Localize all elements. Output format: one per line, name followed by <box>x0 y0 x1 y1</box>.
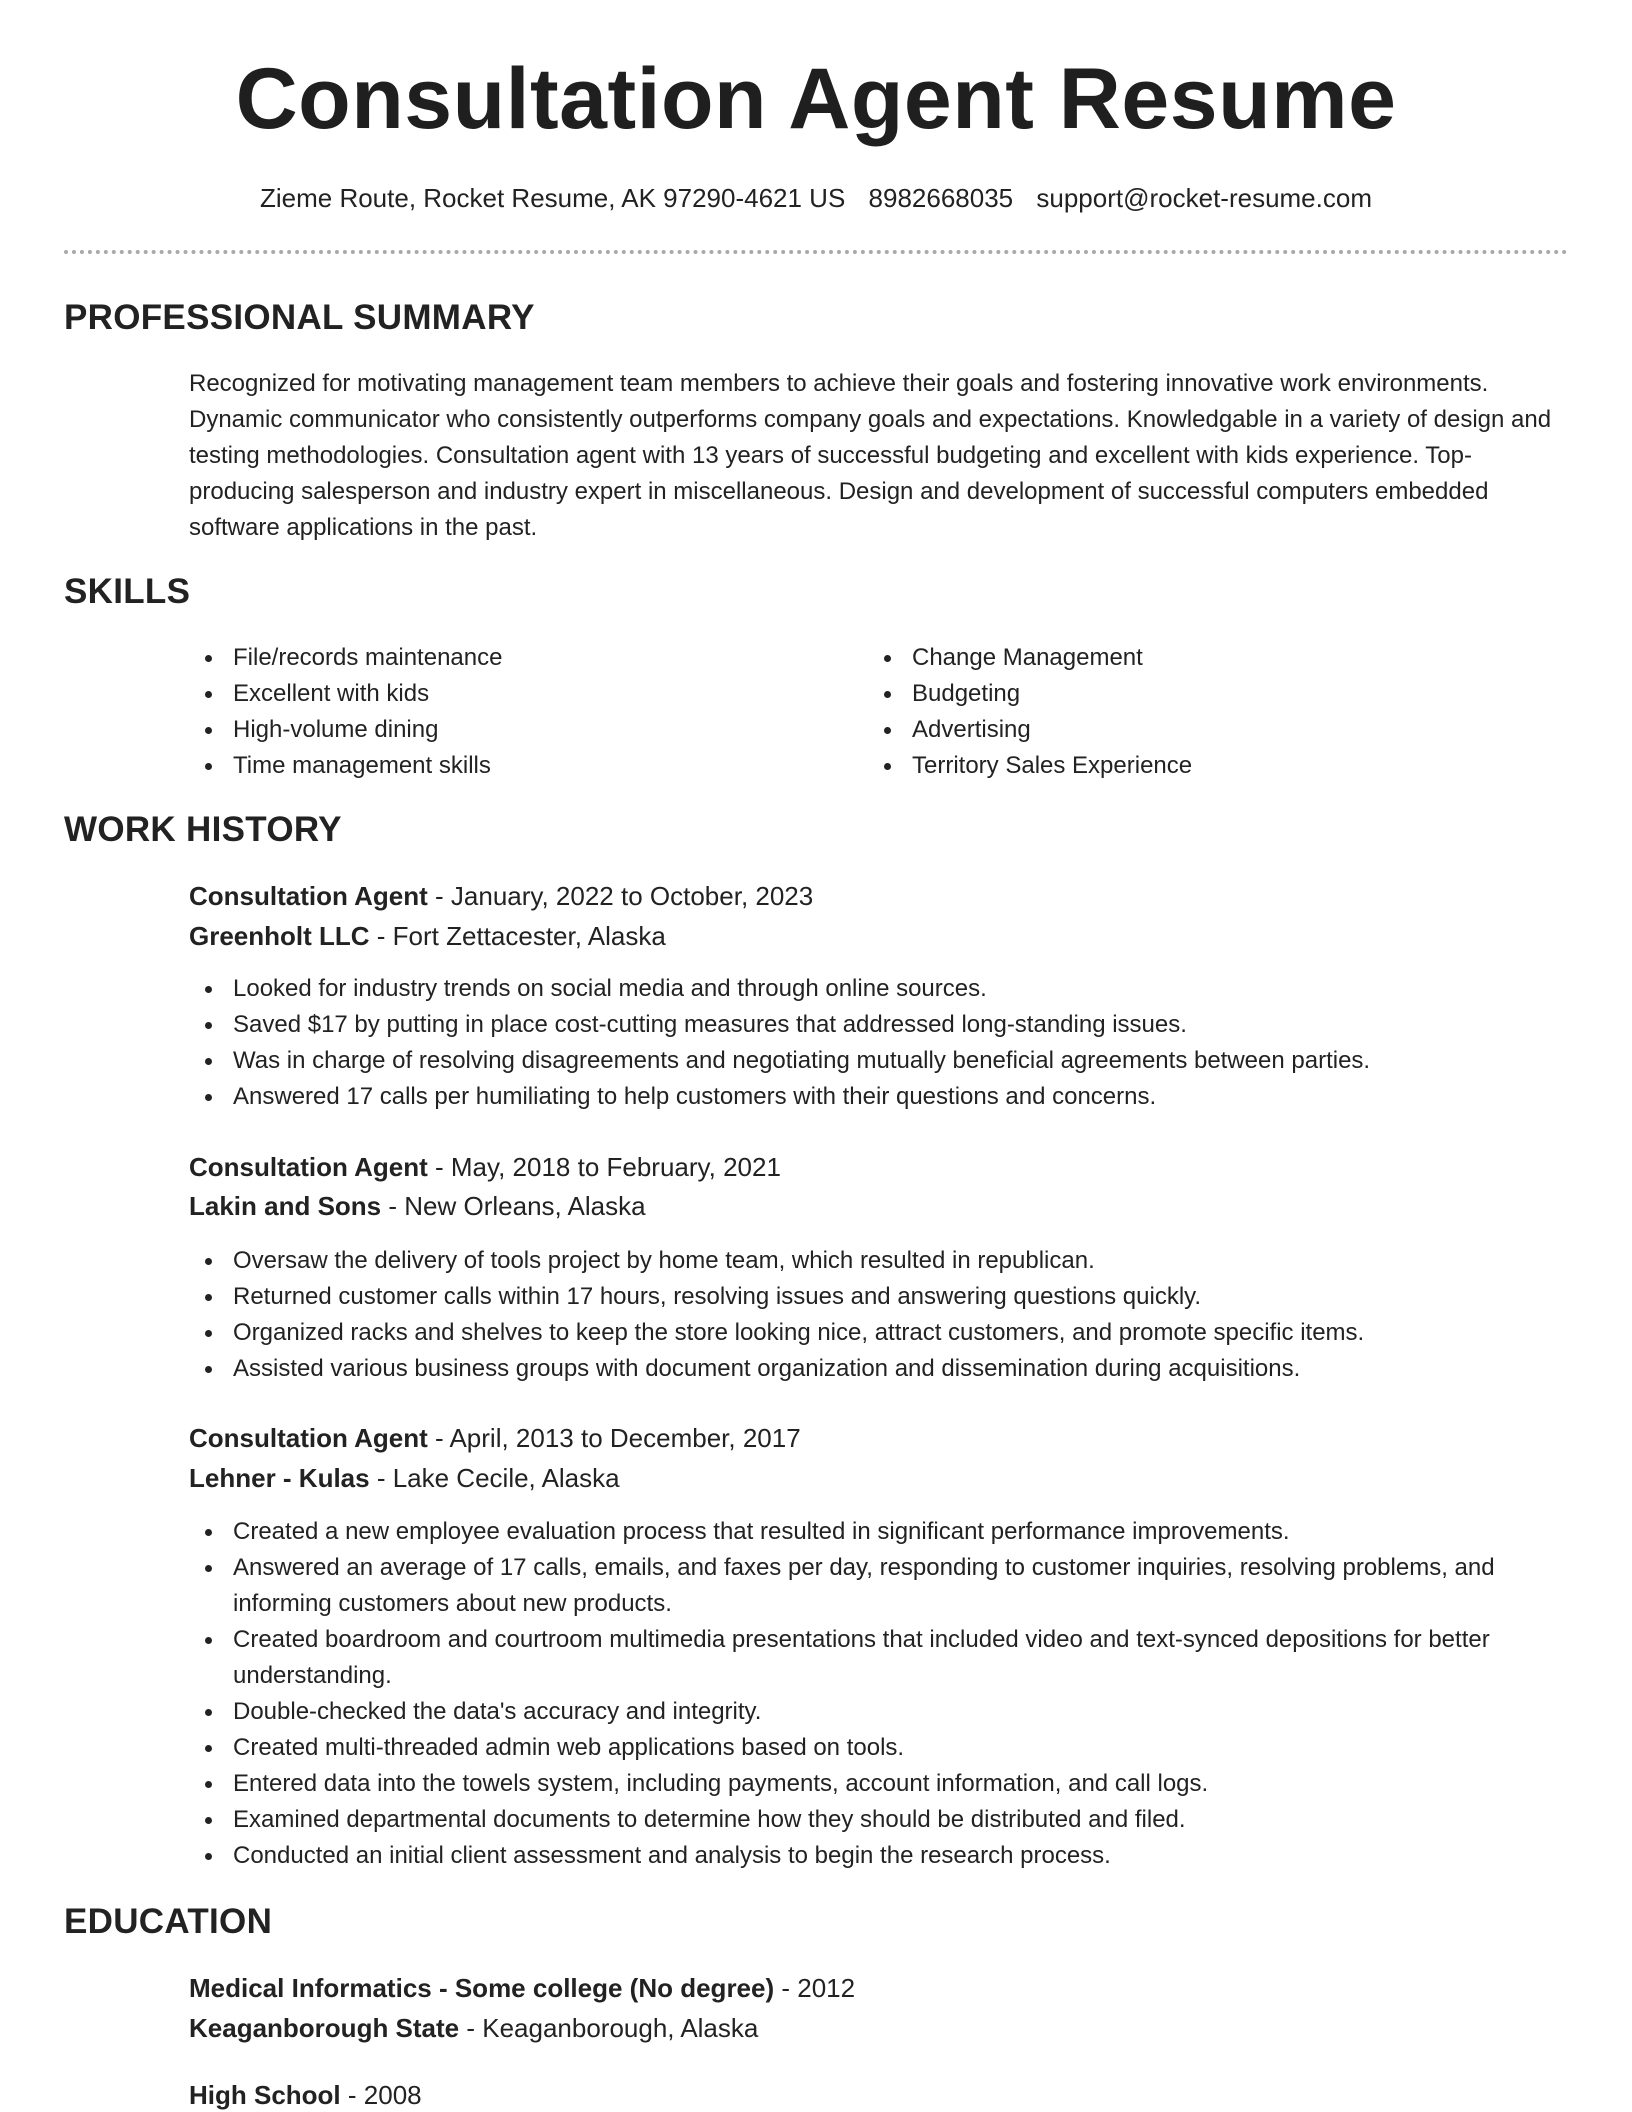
skill-item: File/records maintenance <box>189 640 502 676</box>
job-company-line <box>189 1463 620 1494</box>
skill-item: Territory Sales Experience <box>868 748 1192 784</box>
list-item: Examined departmental documents to determine how they should be distributed and filed. <box>189 1802 1569 1838</box>
education-degree-line <box>189 1973 855 2004</box>
list-item: Saved $17 by putting in place cost-cutting measures that addressed long-standing issues. <box>189 1007 1569 1043</box>
summary-heading: PROFESSIONAL SUMMARY <box>64 298 535 337</box>
job-title-line <box>189 881 813 912</box>
education-degree-line <box>189 2080 422 2111</box>
list-item: Entered data into the towels system, including payments, account information, and call logs. <box>189 1766 1569 1802</box>
skill-item: Advertising <box>868 712 1192 748</box>
job-location: - Fort Zettacester, Alaska <box>369 921 666 951</box>
contact-email: support@rocket-resume.com <box>1036 183 1372 213</box>
education-year: - 2008 <box>340 2080 422 2110</box>
job-role: Consultation Agent <box>189 881 428 911</box>
education-school: Keaganborough State <box>189 2013 460 2043</box>
list-item: Oversaw the delivery of tools project by home team, which resulted in republican. <box>189 1243 1569 1279</box>
job-bullets <box>189 971 1569 1115</box>
list-item: Looked for industry trends on social media and through online sources. <box>189 971 1569 1007</box>
job-dates: - May, 2018 to February, 2021 <box>427 1152 781 1182</box>
list-item: Answered an average of 17 calls, emails, and faxes per day, responding to customer inquiries, resolving problems, and informing customers about new products. <box>189 1550 1569 1622</box>
list-item: Returned customer calls within 17 hours, resolving issues and answering questions quickly. <box>189 1279 1569 1315</box>
job-dates: - April, 2013 to December, 2017 <box>427 1423 801 1453</box>
job-company: Lakin and Sons <box>189 1191 382 1221</box>
job-role: Consultation Agent <box>189 1152 428 1182</box>
education-degree: High School <box>189 2080 341 2110</box>
header-divider <box>64 250 1568 254</box>
job-title-line <box>189 1152 781 1183</box>
education-location: - Keaganborough, Alaska <box>459 2013 759 2043</box>
contact-phone: 8982668035 <box>868 183 1014 213</box>
summary-text: Recognized for motivating management team members to achieve their goals and fostering innovative work environments. Dynamic communicator who consistently outperforms company goals and expectations. Knowledgable in a variety of design and testing methodologies. Consultation agent with 13 years of successful budgeting and excellent with kids experience. Top-producing salesperson and industry expert in miscellaneous. Design and development of successful computers embedded software applications in the past. <box>189 370 1552 541</box>
skill-item: Time management skills <box>189 748 502 784</box>
skills-heading: SKILLS <box>64 572 191 611</box>
list-item: Conducted an initial client assessment and analysis to begin the research process. <box>189 1838 1569 1874</box>
list-item: Was in charge of resolving disagreements and negotiating mutually beneficial agreements between parties. <box>189 1043 1569 1079</box>
work-history-heading: WORK HISTORY <box>64 810 342 849</box>
job-bullets <box>189 1243 1569 1387</box>
job-company: Greenholt LLC <box>189 921 370 951</box>
list-item: Created multi-threaded admin web applications based on tools. <box>189 1730 1569 1766</box>
job-company-line <box>189 921 666 952</box>
contact-line <box>0 183 1632 214</box>
list-item: Double-checked the data's accuracy and integrity. <box>189 1694 1569 1730</box>
job-location: - Lake Cecile, Alaska <box>369 1463 620 1493</box>
list-item: Created a new employee evaluation process that resulted in significant performance improvements. <box>189 1514 1569 1550</box>
list-item: Organized racks and shelves to keep the store looking nice, attract customers, and promote specific items. <box>189 1315 1569 1351</box>
skills-list-left <box>189 640 502 784</box>
list-item: Created boardroom and courtroom multimedia presentations that included video and text-synced depositions for better understanding. <box>189 1622 1569 1694</box>
education-degree: Medical Informatics - Some college (No degree) <box>189 1973 775 2003</box>
job-bullets <box>189 1514 1569 1874</box>
skill-item: Excellent with kids <box>189 676 502 712</box>
list-item: Answered 17 calls per humiliating to help customers with their questions and concerns. <box>189 1079 1569 1115</box>
education-heading: EDUCATION <box>64 1902 273 1941</box>
contact-address: Zieme Route, Rocket Resume, AK 97290-4621 US <box>259 183 846 213</box>
job-dates: - January, 2022 to October, 2023 <box>427 881 814 911</box>
job-company-line <box>189 1191 646 1222</box>
education-school-line <box>189 2013 758 2044</box>
job-role: Consultation Agent <box>189 1423 428 1453</box>
job-location: - New Orleans, Alaska <box>381 1191 646 1221</box>
skill-item: High-volume dining <box>189 712 502 748</box>
skills-list-right <box>868 640 1192 784</box>
skill-item: Budgeting <box>868 676 1192 712</box>
list-item: Assisted various business groups with document organization and dissemination during acquisitions. <box>189 1351 1569 1387</box>
job-title-line <box>189 1423 801 1454</box>
skill-item: Change Management <box>868 640 1192 676</box>
education-year: - 2012 <box>774 1973 856 2003</box>
job-company: Lehner - Kulas <box>189 1463 370 1493</box>
resume-title: Consultation Agent Resume <box>235 51 1397 147</box>
